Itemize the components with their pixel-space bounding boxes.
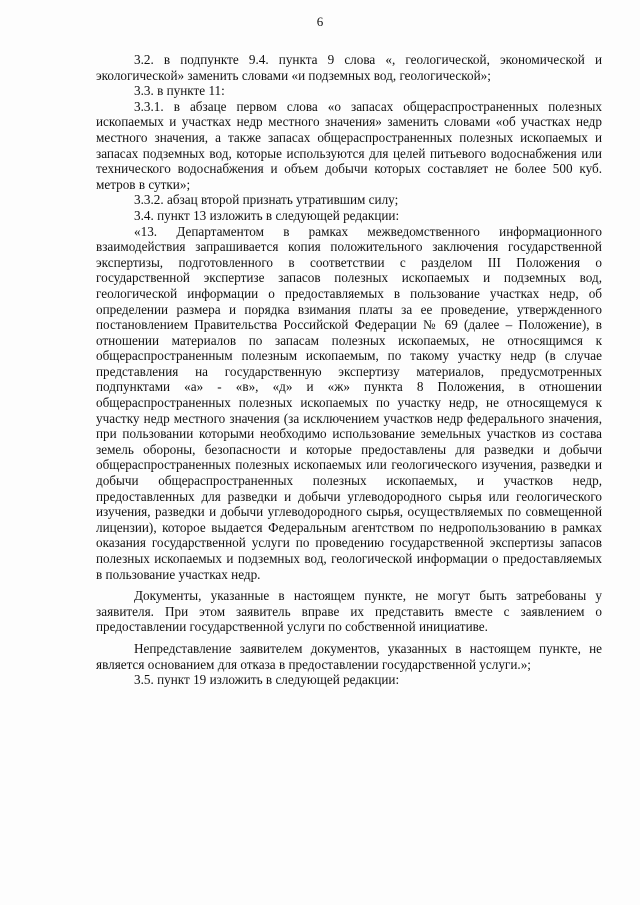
paragraph-3-5: 3.5. пункт 19 изложить в следующей редакции: [134, 672, 400, 688]
paragraph-3-4: 3.4. пункт 13 изложить в следующей редакции: [134, 207, 400, 223]
paragraph-documents: Документы, указанные в настоящем пункте, не могут быть затребованы у заявителя. При этом заявитель вправе их представить вместе с заявлением о предоставлении государственной услуги по собственной инициативе. [96, 588, 602, 635]
paragraph-3-3-1: 3.3.1. в абзаце первом слова «о запасах общераспространенных полезных ископаемых и участках недр местного значения» заменить словами «об участках недр местного значения, а также запасах общераспространенных полезных ископаемых и запасах подземных вод, которые используются для целей питьевого водоснабжения или технического водоснабжения и объем добычи которых составляет не более 500 куб. метров в сутки»; [96, 98, 602, 192]
paragraph-non-submission: Непредставление заявителем документов, указанных в настоящем пункте, не является основанием для отказа в предоставлении государственной услуги.»; [96, 640, 602, 672]
document-body [96, 52, 602, 688]
paragraph-3-3: 3.3. в пункте 11: [134, 83, 225, 99]
page-number: 6 [316, 14, 324, 29]
paragraph-13-text: «13. Департаментом в рамках межведомственного информационного взаимодействия запрашивается копия положительного заключения государственной экспертизы, подготовленного в соответствии с разделом III Положения о государственной экспертизе запасов полезных ископаемых и подземных вод, геологической информации о предоставляемых в пользование участках недр, об определении размера и порядка взимания платы за ее проведение, утвержденного постановлением Правительства Российской Федерации № 69 (далее – Положение), в отношении материалов по запасам полезных ископаемых, не относящимся к общераспространенным полезным ископаемым, по такому участку недр (в случае представления на государственную экспертизу материалов, предусмотренных подпунктами «а» - «в», «д» и «ж» пункта 8 Положения, в отношении общераспространенных полезных ископаемых по участку недр, не относящемуся к участку недр местного значения (за исключением участков недр федерального значения, при пользовании которыми необходимо использование земельных участков из состава земель обороны, безопасности и которые предоставлены для разведки и добычи общераспространенных полезных ископаемых или геологического изучения, разведки и добычи общераспространенных полезных ископаемых, и участков недр, предоставленных для разведки и добычи углеводородного сырья или геологического изучения, разведки и добычи углеводородного сырья, осуществляемых по совмещенной лицензии), которое выдается Федеральным агентством по недропользованию в рамках оказания государственной услуги по проведению государственной экспертизы запасов полезных ископаемых и подземных вод, геологической информации о предоставляемых в пользование участках недр. [96, 223, 602, 582]
paragraph-3-2: 3.2. в подпункте 9.4. пункта 9 слова «, геологической, экономической и экологической» заменить словами «и подземных вод, геологической»; [96, 52, 602, 83]
paragraph-3-3-2: 3.3.2. абзац второй признать утратившим силу; [134, 192, 399, 208]
